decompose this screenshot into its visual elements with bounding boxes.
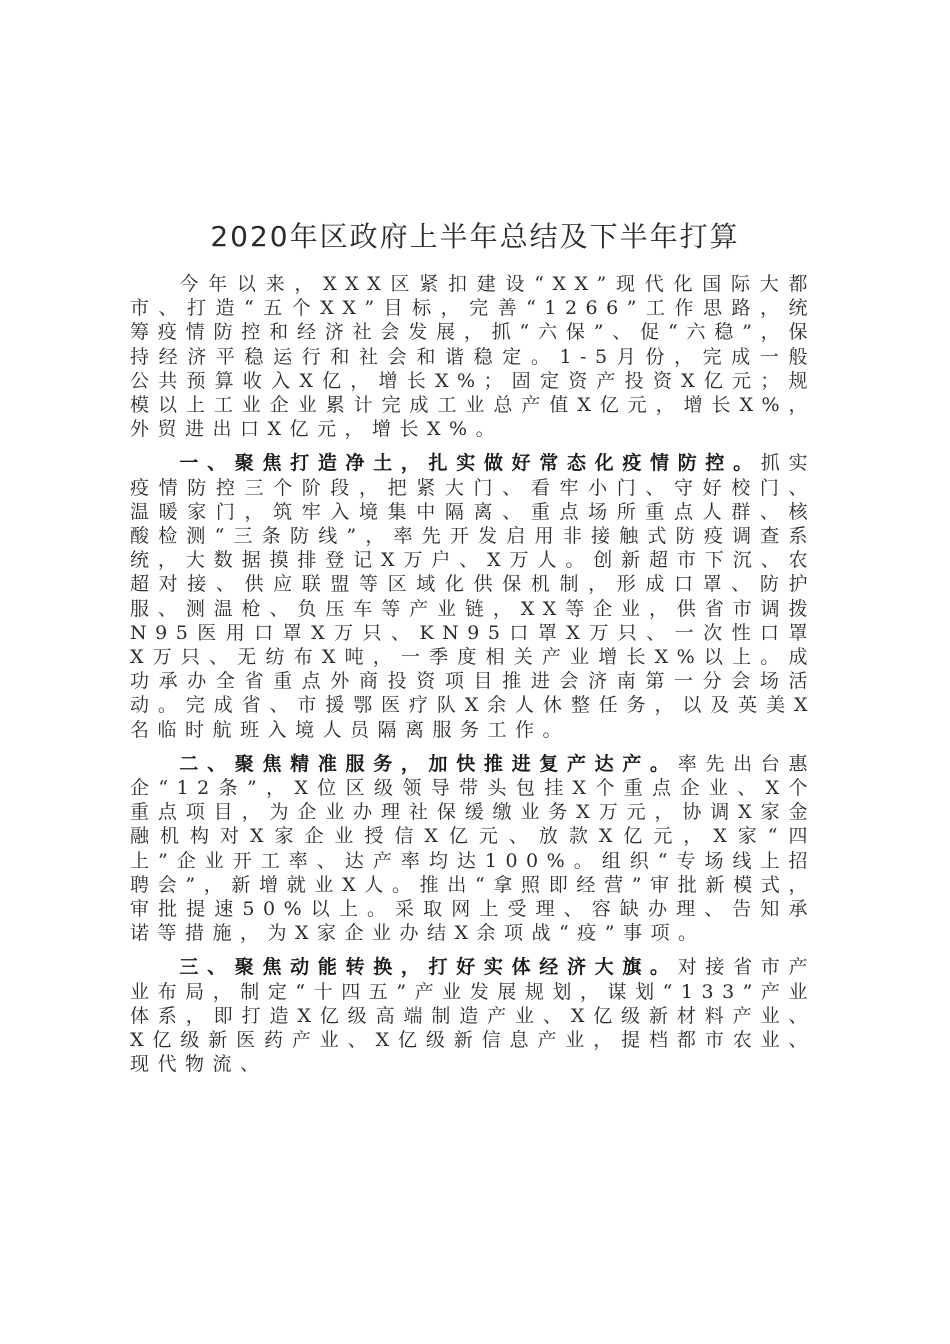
paragraph-section-2 (130, 752, 816, 946)
paragraph-intro (130, 272, 816, 441)
paragraph-text: 率先出台惠企“12条”，X位区级领导带头包挂X个重点企业、X个重点项目，为企业办理社保缓缴业务X万元，协调X家金融机构对X家企业授信X亿元、放款X亿元，X家“四上”企业开工率、达产率均达100%。组织“专场线上招聘会”，新增就业X人。推出“拿照即经营”审批新模式，审批提速50%以上。采取网上受理、容缺办理、告知承诺等措施，为X家企业办结X余项战“疫”事项。 (130, 752, 816, 945)
paragraph-text: 对接省市产业布局，制定“十四五”产业发展规划，谋划“133”产业体系，即打造X亿级高端制造产业、X亿级新材料产业、X亿级新医药产业、X亿级新信息产业，提档都市农业、现代物流、 (130, 956, 816, 1076)
paragraph-section-3 (130, 955, 816, 1076)
section-heading: 三、聚焦动能转换，打好实体经济大旗。 (179, 956, 678, 979)
paragraph-section-1 (130, 451, 816, 741)
section-heading: 二、聚焦精准服务，加快推进复产达产。 (179, 752, 678, 775)
section-heading: 一、聚焦打造净土，扎实做好常态化疫情防控。 (179, 452, 761, 475)
paragraph-text: 抓实疫情防控三个阶段，把紧大门、看牢小门、守好校门、温暖家门，筑牢入境集中隔离、重点场所重点人群、核酸检测“三条防线”，率先开发启用非接触式防疫调查系统，大数据摸排登记X万户、X万人。创新超市下沉、农超对接、供应联盟等区域化供保机制，形成口罩、防护服、测温枪、负压车等产业链，XX等企业，供省市调拨N95医用口罩X万只、KN95口罩X万只、一次性口罩X万只、无纺布X吨，一季度相关产业增长X%以上。成功承办全省重点外商投资项目推进会济南第一分会场活动。完成省、市援鄂医疗队X余人休整任务，以及英美X名临时航班入境人员隔离服务工作。 (130, 452, 816, 741)
document-title: 2020年区政府上半年总结及下半年打算 (210, 219, 740, 253)
paragraph-text: 今年以来，XXX区紧扣建设“XX”现代化国际大都市、打造“五个XX”目标，完善“1266”工作思路，统筹疫情防控和经济社会发展，抓“六保”、促“六稳”，保持经济平稳运行和社会和谐稳定。1-5月份，完成一般公共预算收入X亿，增长X%；固定资产投资X亿元；规模以上工业企业累计完成工业总产值X亿元，增长X%，外贸进出口X亿元，增长X%。 (130, 273, 816, 441)
document-body (130, 272, 816, 1087)
